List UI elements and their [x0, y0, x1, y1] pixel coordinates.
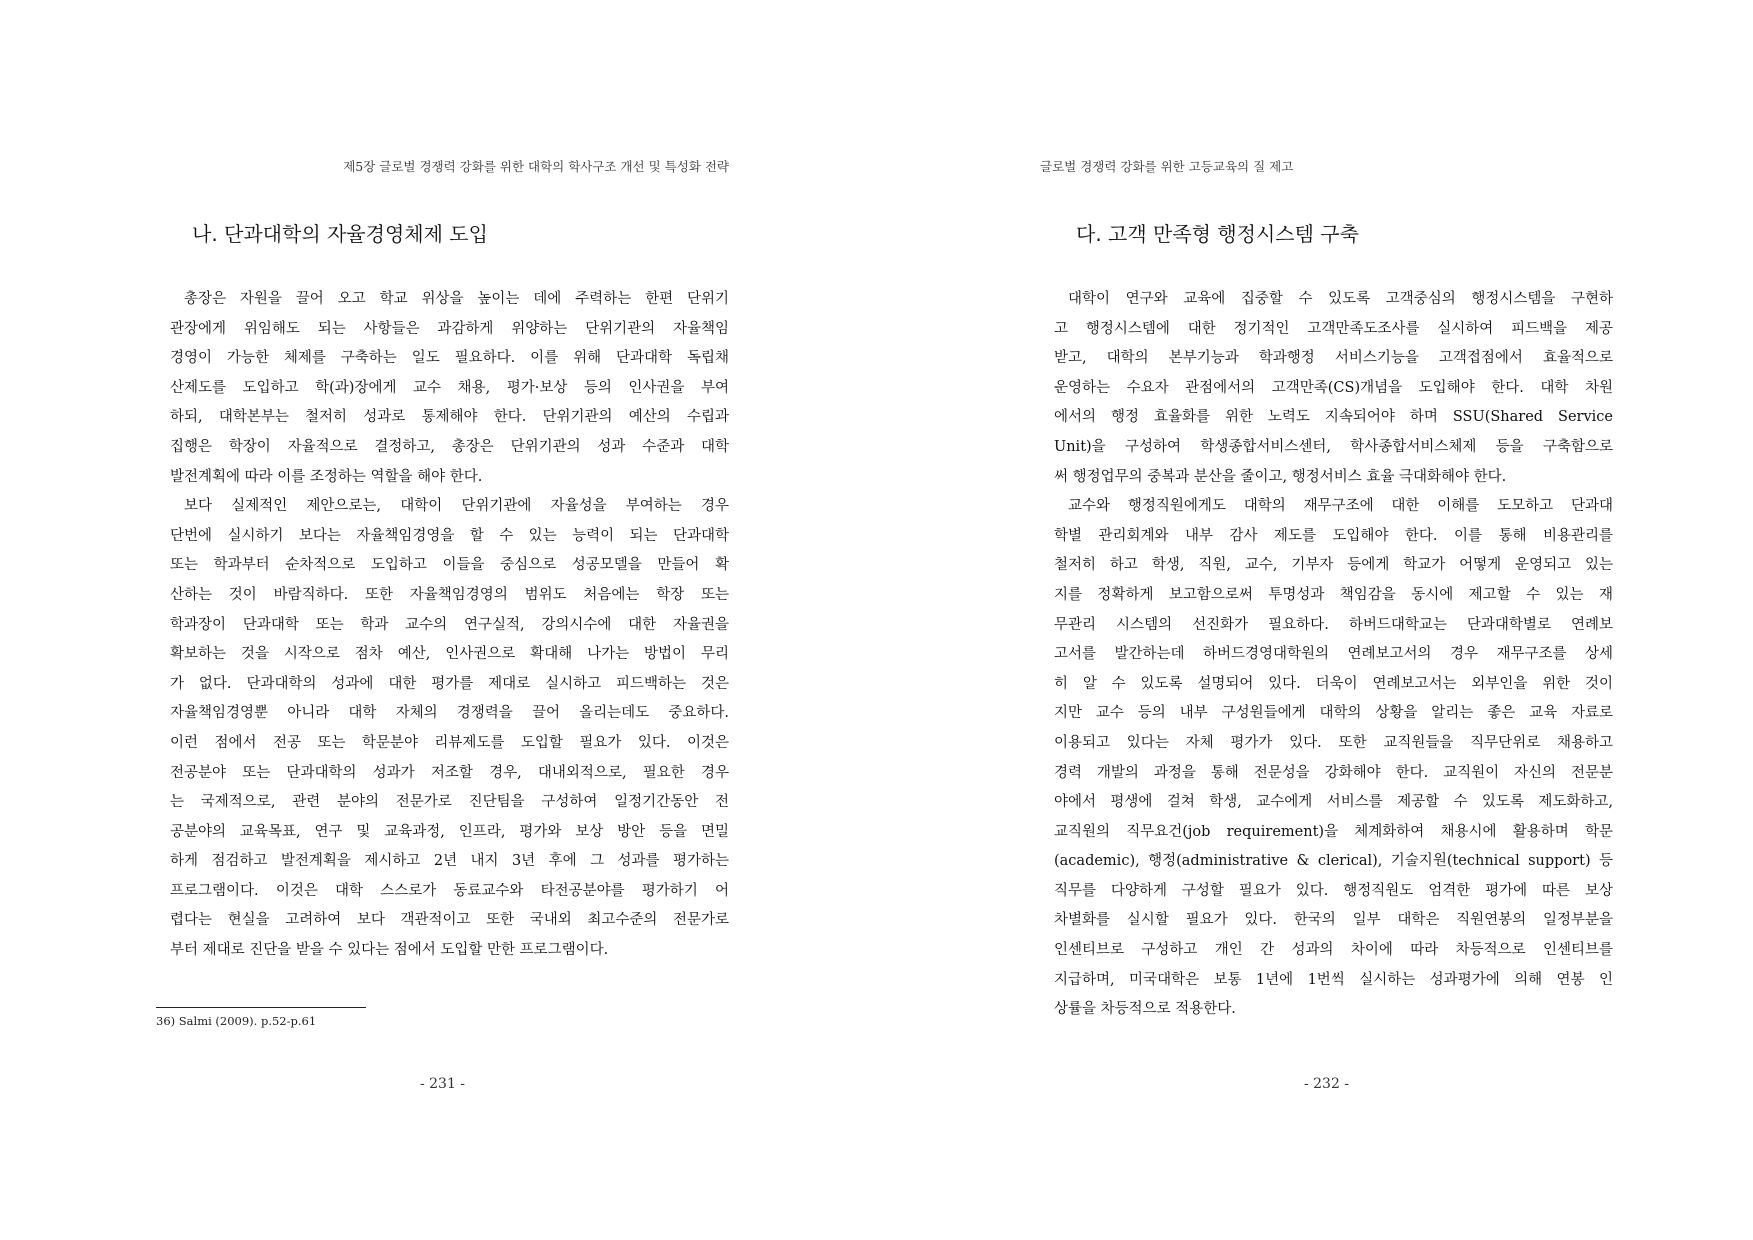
text-line: 경영이 가능한 체제를 구축하는 일도 필요하다. 이를 위해 단과대학 독립채 — [170, 350, 729, 367]
page-number: - 231 - — [419, 1076, 466, 1092]
text-line: 상률을 차등적으로 적용한다. — [1054, 1001, 1236, 1018]
text-line: 가 없다. 단과대학의 성과에 대한 평가를 제대로 실시하고 피드백하는 것은 — [170, 675, 729, 692]
body-text — [1040, 285, 1613, 1025]
text-line: 프로그램이다. 이것은 대학 스스로가 동료교수와 타전공분야를 평가하기 어 — [170, 882, 729, 899]
paragraph — [1040, 492, 1613, 1025]
text-line: 하되, 대학본부는 철저히 성과로 통제해야 한다. 단위기관의 예산의 수립과 — [170, 409, 729, 426]
right-page — [1040, 0, 1613, 1240]
text-line: 교직원의 직무요건(job requirement)을 체계화하여 채용시에 활용하며 학문 — [1054, 823, 1613, 840]
text-line: Unit)을 구성하여 학생종합서비스센터, 학사종합서비스체제 등을 구축함으로 — [1054, 438, 1613, 455]
text-line: 야에서 평생에 걸쳐 학생, 교수에게 서비스를 제공할 수 있도록 제도화하고, — [1054, 794, 1613, 811]
text-line: 지급하며, 미국대학은 보통 1년에 1번씩 실시하는 성과평가에 의해 연봉 인 — [1054, 971, 1613, 988]
paragraph — [156, 492, 729, 966]
text-line: 경력 개발의 과정을 통해 전문성을 강화해야 한다. 교직원이 자신의 전문분 — [1054, 764, 1613, 781]
running-head: 글로벌 경쟁력 강화를 위한 고등교육의 질 제고 — [1040, 159, 1294, 174]
text-line: 고서를 발간하는데 하버드경영대학원의 연례보고서의 경우 재무구조를 상세 — [1054, 646, 1613, 663]
footnote: 36) Salmi (2009). p.52-p.61 — [156, 1014, 317, 1028]
text-line: 고 행정시스템에 대한 정기적인 고객만족도조사를 실시하여 피드백을 제공 — [1054, 320, 1613, 337]
text-line: 전공분야 또는 단과대학의 성과가 저조할 경우, 대내외적으로, 필요한 경우 — [170, 764, 729, 781]
text-line: 확보하는 것을 시작으로 점차 예산, 인사권으로 확대해 나가는 방법이 무리 — [170, 646, 729, 663]
text-line: 학과장이 단과대학 또는 학과 교수의 연구실적, 강의시수에 대한 자율권을 — [170, 616, 729, 633]
paragraph — [156, 285, 729, 492]
body-text — [156, 285, 729, 966]
text-line: 렵다는 현실을 고려하여 보다 객관적이고 또한 국내외 최고수준의 전문가로 — [170, 912, 729, 929]
text-line: 집행은 학장이 자율적으로 결정하고, 총장은 단위기관의 성과 수준과 대학 — [170, 438, 729, 455]
text-line: 인센티브로 구성하고 개인 간 성과의 차이에 따라 차등적으로 인센티브를 — [1054, 942, 1613, 959]
text-line: 히 알 수 있도록 설명되어 있다. 더욱이 연례보고서는 외부인을 위한 것이 — [1054, 675, 1613, 692]
text-line: 공분야의 교육목표, 연구 및 교육과정, 인프라, 평가와 보상 방안 등을 면밀 — [170, 823, 729, 840]
text-line: 학별 관리회계와 내부 감사 제도를 도입해야 한다. 이를 통해 비용관리를 — [1054, 527, 1613, 544]
text-line: 무관리 시스템의 선진화가 필요하다. 하버드대학교는 단과대학별로 연례보 — [1054, 616, 1613, 633]
text-line: 차별화를 실시할 필요가 있다. 한국의 일부 대학은 직원연봉의 일정부분을 — [1054, 912, 1613, 929]
text-line: 는 국제적으로, 관련 분야의 전문가로 진단팀을 구성하여 일정기간동안 전 — [170, 794, 729, 811]
running-head: 제5장 글로벌 경쟁력 강화를 위한 대학의 학사구조 개선 및 특성화 전략 — [343, 159, 729, 174]
text-line: 지를 정확하게 보고함으로써 투명성과 책임감을 동시에 제고할 수 있는 재 — [1054, 586, 1613, 603]
text-line: 총장은 자원을 끌어 오고 학교 위상을 높이는 데에 주력하는 한편 단위기 — [184, 291, 729, 307]
text-line: 또는 학과부터 순차적으로 도입하고 이들을 중심으로 성공모델을 만들어 확 — [170, 557, 729, 574]
text-line: 에서의 행정 효율화를 위한 노력도 지속되어야 하며 SSU(Shared Service — [1054, 409, 1613, 426]
text-line: 관장에게 위임해도 되는 사항들은 과감하게 위양하는 단위기관의 자율책임 — [170, 320, 729, 337]
text-line: 대학이 연구와 교육에 집중할 수 있도록 고객중심의 행정시스템을 구현하 — [1068, 291, 1613, 307]
text-line: 부터 제대로 진단을 받을 수 있다는 점에서 도입할 만한 프로그램이다. — [170, 942, 609, 959]
text-line: 하게 점검하고 발전계획을 제시하고 2년 내지 3년 후에 그 성과를 평가하는 — [170, 853, 729, 870]
footnote-divider — [156, 1007, 366, 1008]
text-line: 이용되고 있다는 자체 평가가 있다. 또한 교직원들을 직무단위로 채용하고 — [1054, 734, 1613, 751]
text-line: (academic), 행정(administrative & clerical), 기술지원(technical support) 등 — [1054, 853, 1613, 870]
text-line: 보다 실제적인 제안으로는, 대학이 단위기관에 자율성을 부여하는 경우 — [184, 498, 729, 515]
text-line: 써 행정업무의 중복과 분산을 줄이고, 행정서비스 효율 극대화해야 한다. — [1054, 468, 1507, 485]
text-line: 지만 교수 등의 내부 구성원들에게 대학의 상황을 알리는 좋은 교육 자료로 — [1054, 705, 1613, 722]
page-number: - 232 - — [1303, 1076, 1350, 1092]
text-line: 이런 점에서 전공 또는 학문분야 리뷰제도를 도입할 필요가 있다. 이것은 — [170, 734, 729, 751]
text-line: 직무를 다양하게 구성할 필요가 있다. 행정직원도 엄격한 평가에 따른 보상 — [1054, 882, 1613, 899]
section-title: 다. 고객 만족형 행정시스템 구축 — [1076, 222, 1359, 246]
text-line: 운영하는 수요자 관점에서의 고객만족(CS)개념을 도입해야 한다. 대학 차원 — [1054, 379, 1613, 396]
text-line: 발전계획에 따라 이를 조정하는 역할을 해야 한다. — [170, 468, 483, 485]
section-title: 나. 단과대학의 자율경영체제 도입 — [192, 222, 488, 246]
paragraph — [1040, 285, 1613, 492]
text-line: 산하는 것이 바람직하다. 또한 자율책임경영의 범위도 처음에는 학장 또는 — [170, 586, 729, 603]
text-line: 자율책임경영뿐 아니라 대학 자체의 경쟁력을 끌어 올리는데도 중요하다. — [170, 705, 729, 722]
text-line: 단번에 실시하기 보다는 자율책임경영을 할 수 있는 능력이 되는 단과대학 — [170, 527, 729, 544]
text-line: 받고, 대학의 본부기능과 학과행정 서비스기능을 고객접점에서 효율적으로 — [1054, 350, 1613, 367]
text-line: 철저히 하고 학생, 직원, 교수, 기부자 등에게 학교가 어떻게 운영되고 있는 — [1054, 557, 1613, 574]
text-line: 교수와 행정직원에게도 대학의 재무구조에 대한 이해를 도모하고 단과대 — [1068, 498, 1613, 515]
left-page — [156, 0, 729, 1240]
text-line: 산제도를 도입하고 학(과)장에게 교수 채용, 평가·보상 등의 인사권을 부여 — [170, 379, 729, 396]
